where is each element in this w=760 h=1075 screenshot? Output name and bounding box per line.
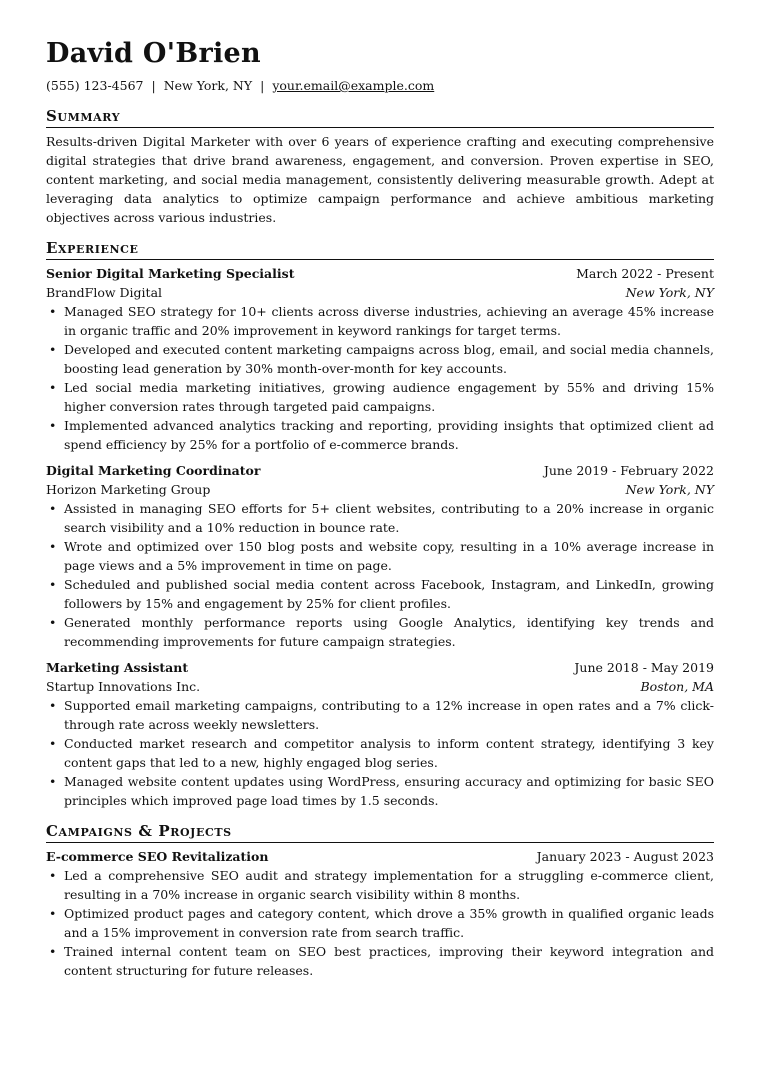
- section-title: Experience: [46, 239, 714, 260]
- bullet-item: • Managed website content updates using WordPress, ensuring accuracy and optimizing for basic SEO principles which improved page load times by 1.5 seconds.: [46, 772, 714, 810]
- job-bullets: [46, 696, 714, 810]
- bullet-item: • Generated monthly performance reports using Google Analytics, identifying key trends and recommending improvements for future campaign strategies.: [46, 613, 714, 651]
- bullet-item: • Assisted in managing SEO efforts for 5+ client websites, contributing to a 20% increase in organic search visibility and a 10% reduction in bounce rate.: [46, 499, 714, 537]
- candidate-name: David O'Brien: [46, 38, 261, 69]
- bullet-item: • Led social media marketing initiatives, growing audience engagement by 55% and driving 15% higher conversion rates through targeted paid campaigns.: [46, 378, 714, 416]
- job-title: Senior Digital Marketing Specialist: [46, 266, 295, 281]
- contact-line: [46, 77, 714, 95]
- job-bullets: [46, 499, 714, 651]
- job-location: New York, NY: [625, 285, 714, 300]
- contact-separator: |: [260, 78, 265, 93]
- contact-location: New York, NY: [163, 78, 253, 93]
- bullet-item: • Managed SEO strategy for 10+ clients across diverse industries, achieving an average 45% increase in organic traffic and 20% improvement in keyword rankings for target terms.: [46, 302, 714, 340]
- company-name: BrandFlow Digital: [46, 285, 163, 300]
- job-dates: June 2019 - February 2022: [543, 463, 714, 478]
- resume-page: [46, 37, 714, 987]
- job-entry: [46, 461, 714, 651]
- bullet-item: • Optimized product pages and category content, which drove a 35% growth in qualified organic leads and a 15% improvement in conversion rate from search traffic.: [46, 904, 714, 942]
- job-title: Marketing Assistant: [46, 660, 189, 675]
- summary-text: Results-driven Digital Marketer with over 6 years of experience crafting and executing comprehensive digital strategies that drive brand awareness, engagement, and conversion. Proven expertise in SEO, content marketing, and social media management, consistently delivering measurable growth. Adept at leveraging data analytics to optimize campaign performance and achieve ambitious marketing objectives across various industries.: [46, 134, 714, 225]
- resume-header: [46, 37, 714, 95]
- job-location: Boston, MA: [640, 679, 714, 694]
- project-dates: January 2023 - August 2023: [536, 849, 714, 864]
- project-bullets: [46, 866, 714, 980]
- job-dates: June 2018 - May 2019: [574, 660, 714, 675]
- job-title: Digital Marketing Coordinator: [46, 463, 261, 478]
- job-dates: March 2022 - Present: [576, 266, 714, 281]
- project-name: E-commerce SEO Revitalization: [46, 849, 269, 864]
- project-entry: [46, 847, 714, 980]
- projects-section: [46, 822, 714, 980]
- job-entry: [46, 264, 714, 454]
- section-title: Campaigns & Projects: [46, 822, 714, 843]
- job-location: New York, NY: [625, 482, 714, 497]
- section-title: Summary: [46, 107, 714, 128]
- bullet-item: • Developed and executed content marketing campaigns across blog, email, and social media channels, boosting lead generation by 30% month-over-month for key accounts.: [46, 340, 714, 378]
- email-link[interactable]: your.email@example.com: [272, 78, 435, 93]
- company-name: Startup Innovations Inc.: [46, 679, 201, 694]
- bullet-item: • Implemented advanced analytics tracking and reporting, providing insights that optimized client ad spend efficiency by 25% for a portfolio of e-commerce brands.: [46, 416, 714, 454]
- company-name: Horizon Marketing Group: [46, 482, 211, 497]
- bullet-item: • Scheduled and published social media content across Facebook, Instagram, and LinkedIn, growing followers by 15% and engagement by 25% for client profiles.: [46, 575, 714, 613]
- contact-separator: |: [151, 78, 156, 93]
- summary-section: [46, 107, 714, 227]
- job-entry: [46, 658, 714, 810]
- bullet-item: • Led a comprehensive SEO audit and strategy implementation for a struggling e-commerce client, resulting in a 70% increase in organic search visibility within 8 months.: [46, 866, 714, 904]
- bullet-item: • Wrote and optimized over 150 blog posts and website copy, resulting in a 10% average increase in page views and a 5% improvement in time on page.: [46, 537, 714, 575]
- bullet-item: • Trained internal content team on SEO best practices, improving their keyword integration and content structuring for future releases.: [46, 942, 714, 980]
- experience-section: [46, 239, 714, 810]
- job-bullets: [46, 302, 714, 454]
- phone-number: (555) 123-4567: [46, 78, 144, 93]
- bullet-item: • Supported email marketing campaigns, contributing to a 12% increase in open rates and a 7% click-through rate across weekly newsletters.: [46, 696, 714, 734]
- bullet-item: • Conducted market research and competitor analysis to inform content strategy, identifying 3 key content gaps that led to a new, highly engaged blog series.: [46, 734, 714, 772]
